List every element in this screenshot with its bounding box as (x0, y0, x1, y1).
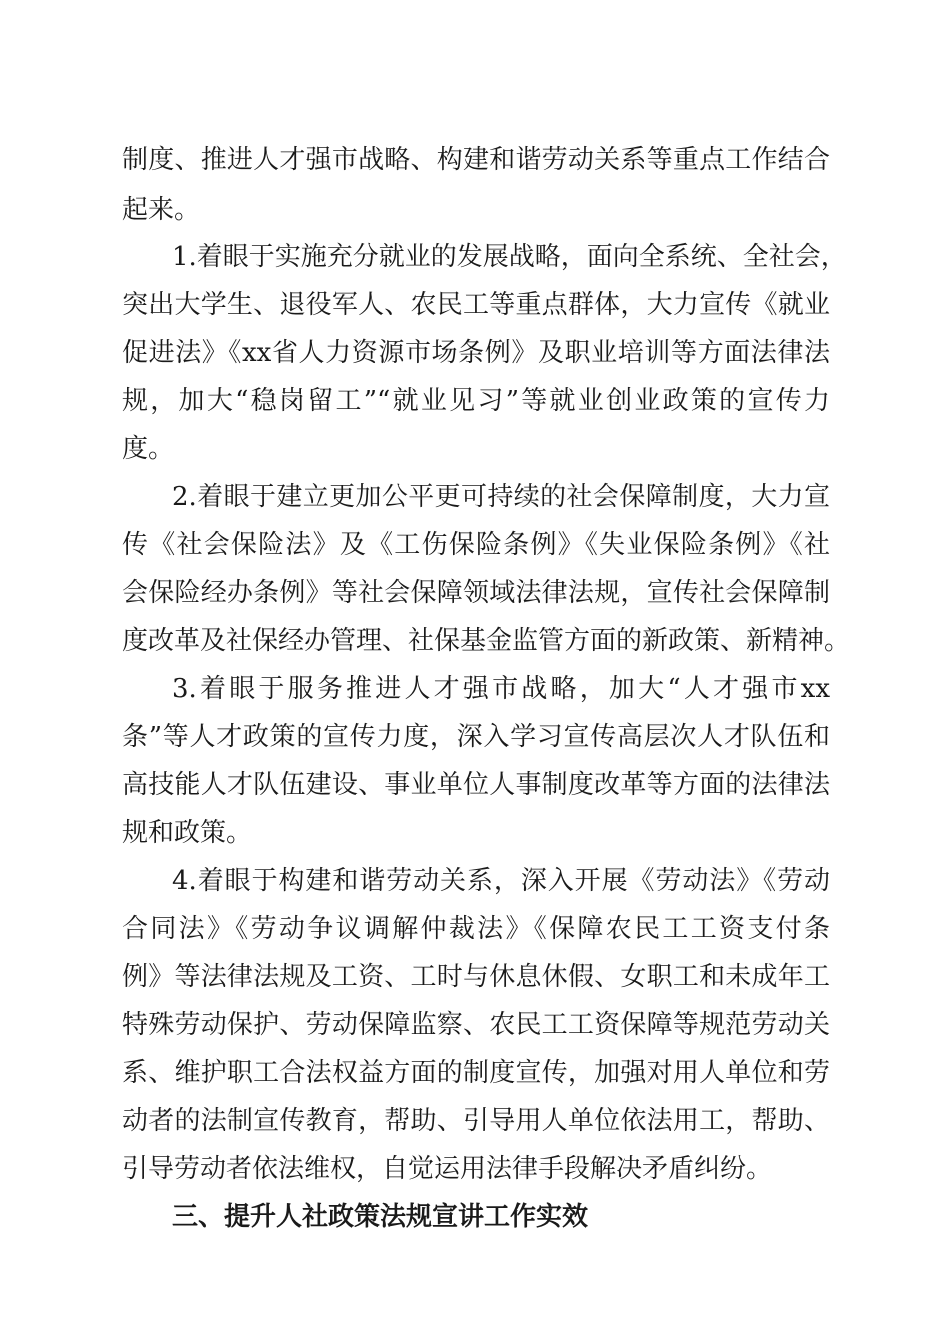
section-heading: 三、提升人社政策法规宣讲工作实效 (172, 1202, 589, 1232)
item4-line-7: 引导劳动者依法维权，自觉运用法律手段解决矛盾纠纷。 (122, 1154, 773, 1184)
intro-line-2: 起来。 (122, 195, 201, 225)
item2-line-1: 2.着眼于建立更加公平更可持续的社会保障制度，大力宣 (172, 482, 830, 512)
item4-line-1: 4.着眼于构建和谐劳动关系，深入开展《劳动法》《劳动 (172, 866, 830, 896)
item3-line-4: 规和政策。 (122, 818, 253, 848)
item1-line-3: 促进法》《xx省人力资源市场条例》及职业培训等方面法律法 (122, 338, 830, 368)
intro-line-1: 制度、推进人才强市战略、构建和谐劳动关系等重点工作结合 (122, 145, 830, 175)
item1-line-2: 突出大学生、退役军人、农民工等重点群体，大力宣传《就业 (122, 290, 830, 320)
item4-line-6: 动者的法制宣传教育，帮助、引导用人单位依法用工，帮助、 (122, 1106, 830, 1136)
item1-line-4: 规，加大“稳岗留工”“就业见习”等就业创业政策的宣传力 (122, 386, 830, 416)
item4-line-3: 例》等法律法规及工资、工时与休息休假、女职工和未成年工 (122, 962, 830, 992)
item3-line-1: 3.着眼于服务推进人才强市战略，加大“人才强市xx (172, 674, 830, 704)
item1-line-1: 1.着眼于实施充分就业的发展战略，面向全系统、全社会， (172, 242, 847, 272)
item2-line-2: 传《社会保险法》及《工伤保险条例》《失业保险条例》《社 (122, 530, 830, 560)
item4-line-4: 特殊劳动保护、劳动保障监察、农民工工资保障等规范劳动关 (122, 1010, 830, 1040)
item4-line-2: 合同法》《劳动争议调解仲裁法》《保障农民工工资支付条 (122, 914, 830, 944)
item3-line-2: 条”等人才政策的宣传力度，深入学习宣传高层次人才队伍和 (122, 722, 830, 752)
item2-line-4: 度改革及社保经办管理、社保基金监管方面的新政策、新精神。 (122, 626, 851, 656)
item4-line-5: 系、维护职工合法权益方面的制度宣传，加强对用人单位和劳 (122, 1058, 830, 1088)
item1-line-5: 度。 (122, 434, 175, 464)
item3-line-3: 高技能人才队伍建设、事业单位人事制度改革等方面的法律法 (122, 770, 830, 800)
item2-line-3: 会保险经办条例》等社会保障领域法律法规，宣传社会保障制 (122, 578, 830, 608)
